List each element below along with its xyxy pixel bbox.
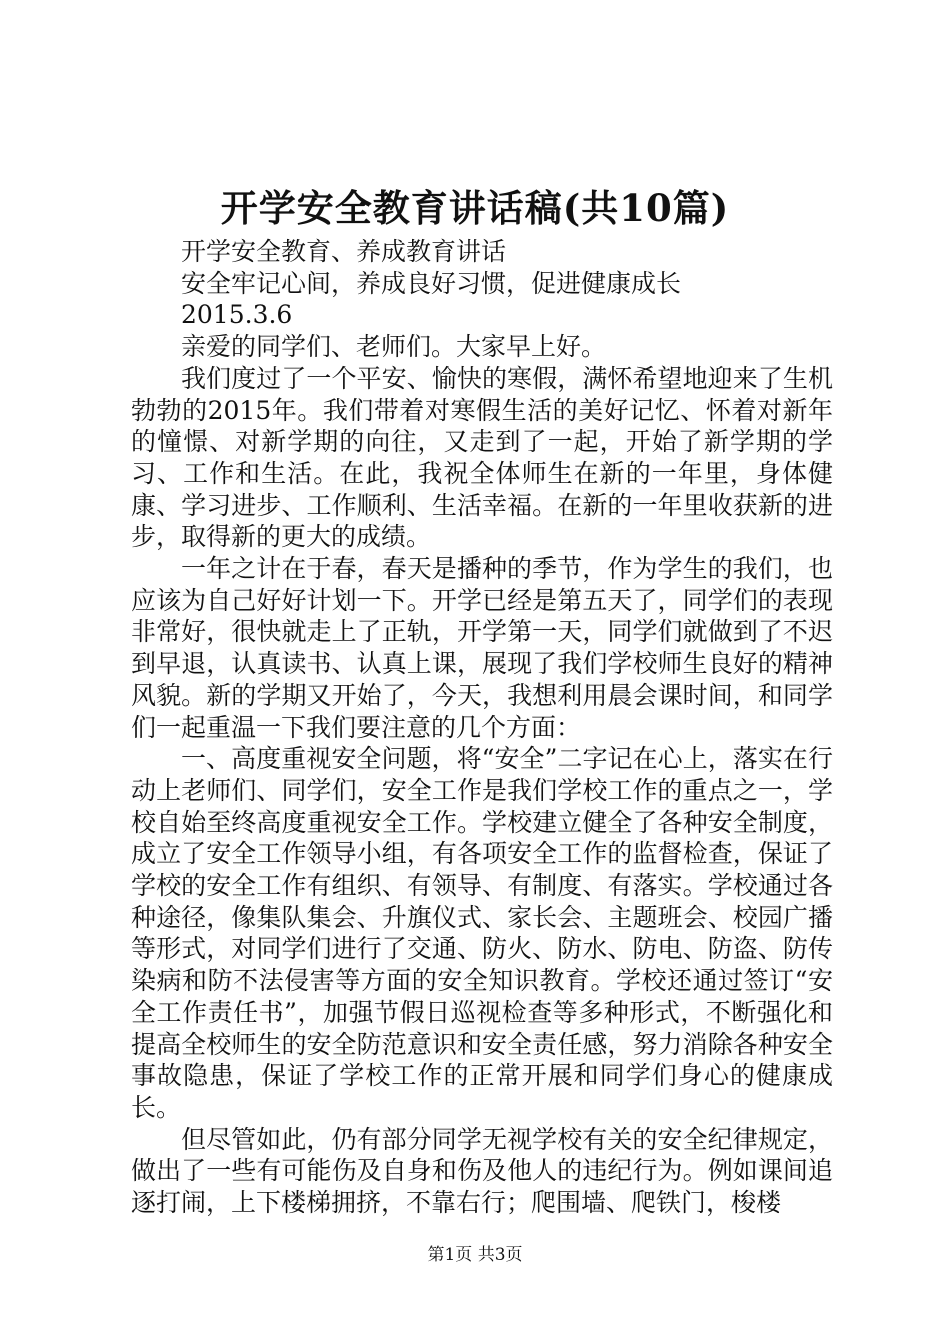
date-line: 2015.3.6 xyxy=(181,300,293,330)
page-footer: 第1页 共3页 xyxy=(427,1245,523,1265)
body-paragraph: 一、高度重视安全问题，将“安全”二字记在心上，落实在行动上老师们、同学们，安全工作是我们学校工作的重点之一，学校自始至终高度重视安全工作。学校建立健全了各种安全制度，成立了安全工作领导小组，有各项安全工作的监督检查，保证了学校的安全工作有组织、有领导、有制度、有落实。学校通过各种途径，像集队集会、升旗仪式、家长会、主题班会、校园广播等形式，对同学们进行了交通、防火、防水、防电、防盗、防传染病和防不法侵害等方面的安全知识教育。学校还通过签订“安全工作责任书”，加强节假日巡视检查等多种形式，不断强化和提高全校师生的安全防范意识和安全责任感，努力消除各种安全事故隐患，保证了学校工作的正常开展和同学们身心的健康成长。 xyxy=(131,744,833,1122)
greeting-line: 亲爱的同学们、老师们。大家早上好。 xyxy=(181,332,607,362)
slogan-line: 安全牢记心间，养成良好习惯，促进健康成长 xyxy=(181,268,682,298)
body-paragraph: 但尽管如此，仍有部分同学无视学校有关的安全纪律规定，做出了一些有可能伤及自身和伤及他人的违纪行为。例如课间追逐打闹，上下楼梯拥挤，不靠右行；爬围墙、爬铁门，梭楼 xyxy=(131,1124,833,1218)
document-body xyxy=(131,236,833,1219)
document-title: 开学安全教育讲话稿(共10篇) xyxy=(220,186,730,230)
body-paragraph: 我们度过了一个平安、愉快的寒假，满怀希望地迎来了生机勃勃的2015年。我们带着对寒假生活的美好记忆、怀着对新年的憧憬、对新学期的向往，又走到了一起，开始了新学期的学习、工作和生活。在此，我祝全体师生在新的一年里，身体健康、学习进步、工作顺利、生活幸福。在新的一年里收获新的进步，取得新的更大的成绩。 xyxy=(131,363,833,552)
subtitle-line: 开学安全教育、养成教育讲话 xyxy=(181,237,507,266)
body-paragraph: 一年之计在于春，春天是播种的季节，作为学生的我们，也应该为自己好好计划一下。开学已经是第五天了，同学们的表现非常好，很快就走上了正轨，开学第一天，同学们就做到了不迟到早退，认真读书、认真上课，展现了我们学校师生良好的精神风貌。新的学期又开始了，今天，我想利用晨会课时间，和同学们一起重温一下我们要注意的几个方面： xyxy=(131,554,833,742)
